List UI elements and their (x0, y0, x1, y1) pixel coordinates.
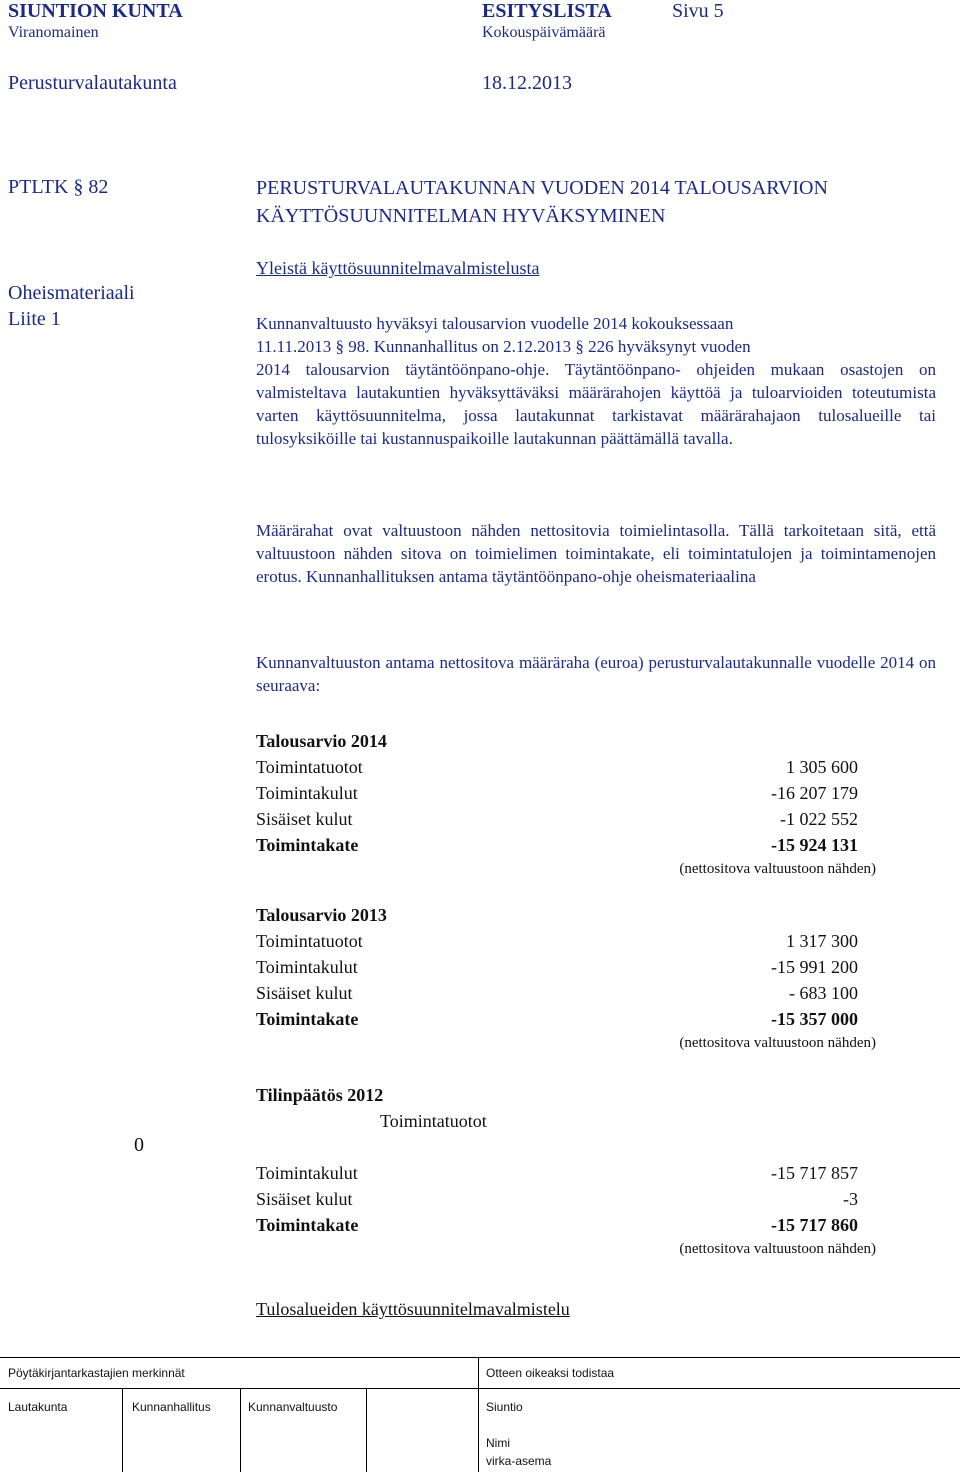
budget-row (256, 1186, 876, 1212)
row-label: Toimintatuotot (380, 1111, 487, 1131)
section-sign-icon: § (73, 176, 89, 198)
budget-row (256, 806, 876, 832)
row-value: -15 991 200 (771, 957, 858, 977)
section-number (8, 176, 108, 199)
budget-row (256, 928, 876, 954)
budget-total (256, 1006, 876, 1032)
section-num: 82 (88, 176, 109, 198)
authority: Perusturvalautakunta (8, 72, 177, 94)
paragraph-2 (256, 519, 936, 588)
org-name: SIUNTION KUNTA (8, 0, 183, 22)
row-value: -1 022 552 (780, 809, 858, 829)
total-label: Toimintakate (256, 835, 359, 855)
doc-type: ESITYSLISTA (482, 0, 612, 22)
para1-line2 (256, 335, 936, 358)
footer-col-lautakunta: Lautakunta (8, 1400, 68, 1414)
budget-row (256, 1108, 876, 1134)
row-label: Sisäiset kulut (256, 983, 353, 1003)
footer-divider (0, 1388, 960, 1389)
financial-statement-2012 (256, 1082, 876, 1260)
footer-col-kunnanhallitus: Kunnanhallitus (132, 1400, 211, 1414)
row-value: 1 305 600 (786, 757, 858, 777)
budget-heading: Talousarvio 2014 (256, 731, 387, 751)
footer (0, 1357, 960, 1472)
footer-name-label: Nimi (486, 1436, 510, 1450)
budget-row (256, 954, 876, 980)
footer-left-title: Pöytäkirjantarkastajien merkinnät (8, 1366, 185, 1380)
item-title-line1: PERUSTURVALAUTAKUNNAN VUODEN 2014 TALOUSARVION (256, 177, 828, 199)
section-sign-icon: § (575, 337, 584, 356)
footer-vline (478, 1358, 479, 1472)
attachment-name: Liite 1 (8, 308, 61, 330)
budget-heading: Talousarvio 2013 (256, 905, 387, 925)
row-value: - 683 100 (789, 983, 858, 1003)
budget-2013 (256, 902, 876, 1054)
section-heading: Tulosalueiden käyttösuunnitelmavalmistelu (256, 1299, 570, 1319)
row-label: Toimintakulut (256, 783, 358, 803)
meeting-date: 18.12.2013 (482, 72, 572, 94)
total-value: -15 924 131 (771, 835, 858, 855)
row-label: Toimintatuotot (256, 757, 363, 777)
total-value: -15 357 000 (771, 1009, 858, 1029)
row-label: Sisäiset kulut (256, 1189, 353, 1209)
date-label: Kokouspäivämäärä (482, 24, 606, 41)
budget-note: (nettositova valtuustoon nähden) (679, 1035, 876, 1051)
budget-heading: Tilinpäätös 2012 (256, 1085, 384, 1105)
authority-label: Viranomainen (8, 24, 99, 41)
total-label: Toimintakate (256, 1215, 359, 1235)
footer-vline (122, 1388, 123, 1472)
attachments-label: Oheismateriaali (8, 282, 135, 304)
para1-line1: Kunnanvaltuusto hyväksyi talousarvion vuodelle 2014 kokouksessaan (256, 314, 734, 333)
footer-place: Siuntio (486, 1400, 523, 1414)
paragraph-3 (256, 651, 936, 697)
para1-date: 11.11.2013 (256, 337, 332, 356)
budget-total (256, 1212, 876, 1238)
page-number: Sivu 5 (672, 0, 724, 22)
budget-row (256, 780, 876, 806)
row-value: -16 207 179 (771, 783, 858, 803)
row-value: 1 317 300 (786, 931, 858, 951)
footer-col-kunnanvaltuusto: Kunnanvaltuusto (248, 1400, 338, 1414)
budget-row (256, 754, 876, 780)
section-sign-icon: § (335, 337, 344, 356)
zero-marker: 0 (134, 1134, 144, 1156)
paragraph-1 (256, 312, 936, 450)
budget-row (256, 980, 876, 1006)
section-prefix: PTLTK (8, 176, 69, 198)
footer-vline (366, 1388, 367, 1472)
budget-2014 (256, 728, 876, 880)
row-label: Toimintatuotot (256, 931, 363, 951)
subheading: Yleistä käyttösuunnitelmavalmistelusta (256, 258, 540, 278)
para1-rest: 2014 talousarvion täytäntöönpano-ohje. Täytäntöönpano- ohjeiden mukaan osastojen on valmisteltava lautakuntien hyväksyttäväksi määrärahojen käyttöä ja tuloarvioiden toteutumista varten käyttösuunnitelma, jossa lautakunnat tarkistavat määrärahajaon tulosalueille tai tulosyksiköille tai kustannuspaikoille lautakunnan päättämällä tavalla. (256, 360, 936, 448)
budget-note: (nettositova valtuustoon nähden) (679, 1241, 876, 1257)
total-value: -15 717 860 (771, 1215, 858, 1235)
budget-note: (nettositova valtuustoon nähden) (679, 861, 876, 877)
footer-right-title: Otteen oikeaksi todistaa (486, 1366, 615, 1380)
para1-approved: 226 hyväksynyt vuoden (588, 337, 751, 356)
row-label: Toimintakulut (256, 1163, 358, 1183)
budget-total (256, 832, 876, 858)
para2-text: Määrärahat ovat valtuustoon nähden nettositovia toimielintasolla. Tällä tarkoitetaan sitä, että valtuustoon nähden sitova on toimielimen toimintakate, eli toimintatulojen ja toimintamenojen erotus. Kunnanhallituksen antama täytäntöönpano-ohje oheismateriaalina (256, 521, 936, 586)
row-label: Toimintakulut (256, 957, 358, 977)
total-label: Toimintakate (256, 1009, 359, 1029)
para1-kh: 98. Kunnanhallitus on 2.12.2013 (348, 337, 572, 356)
row-value: -3 (843, 1189, 858, 1209)
spacer (256, 1134, 876, 1160)
footer-vline (240, 1388, 241, 1472)
budget-row (256, 1160, 876, 1186)
para3-text: Kunnanvaltuuston antama nettositova määräraha (euroa) perusturvalautakunnalle vuodelle 2014 on seuraava: (256, 653, 936, 695)
row-value: -15 717 857 (771, 1163, 858, 1183)
footer-title-label: virka-asema (486, 1454, 552, 1468)
item-title-line2: KÄYTTÖSUUNNITELMAN HYVÄKSYMINEN (256, 205, 666, 227)
row-label: Sisäiset kulut (256, 809, 353, 829)
